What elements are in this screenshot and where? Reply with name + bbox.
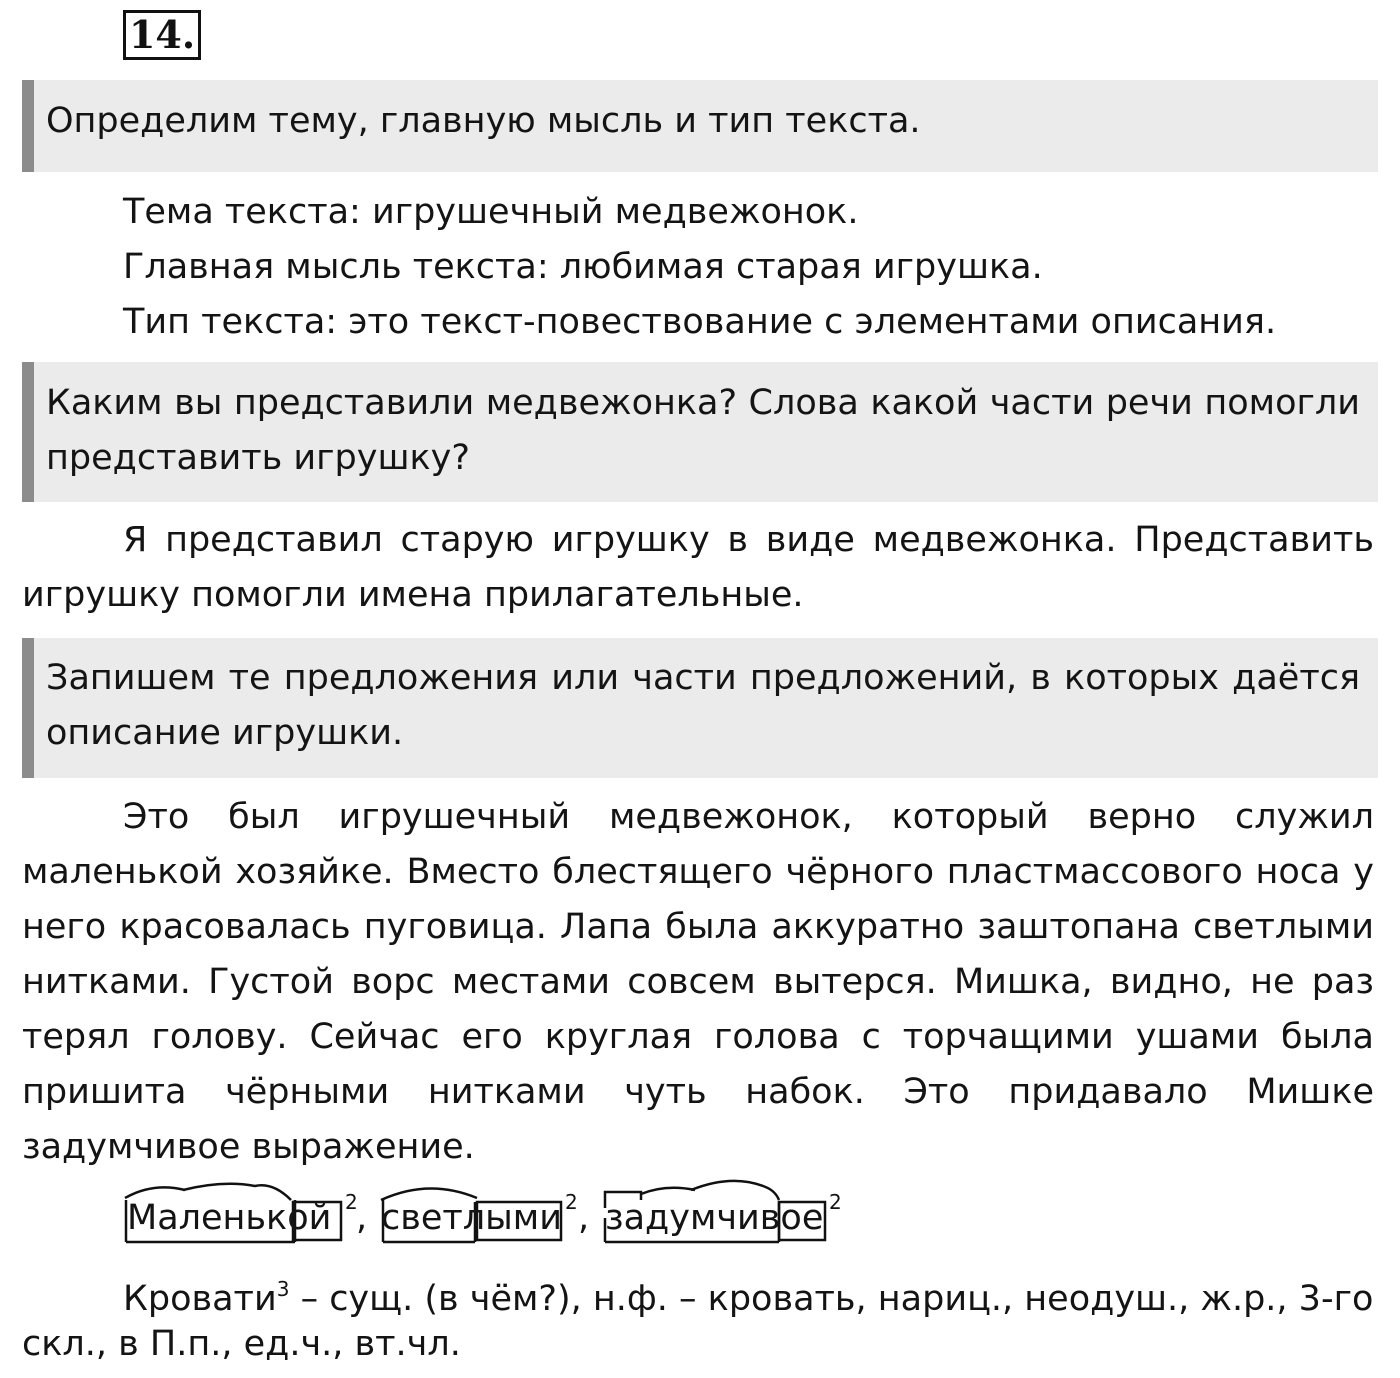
answer-bear-paragraph: Я представил старую игрушку в виде медвежонка. Представить игрушку помогли имена прилагательные. [22,520,1374,615]
question-box-theme [22,80,1378,172]
separator-comma: , [356,1198,368,1238]
answer-description-paragraph: Это был игрушечный медвежонок, который верно служил маленькой хозяйке. Вместо блестящего чёрного пластмассового носа у него красовалась пуговица. Лапа была аккуратно заштопана светлыми нитками. Густой ворс местами совсем вытерся. Мишка, видно, не раз терял голову. Сейчас его круглая голова с торчащими ушами была пришита чёрными нитками чуть набок. Это придавало Мишке задумчивое выражение. [22,797,1374,1167]
separator-comma: , [578,1198,590,1238]
question-box-bear [22,362,1378,502]
question-bear: Каким вы представили медвежонка? Слова какой части речи помогли представить игрушку? [46,383,1360,478]
question-description: Запишем те предложения или части предложений, в которых даётся описание игрушки. [46,658,1360,753]
answer-theme-line: Тема текста: игрушечный медвежонок. [123,192,859,232]
morpheme-mark: 2 [345,1190,358,1214]
morpheme-word-text: светлыми [381,1198,562,1238]
answer-text-type-line: Тип текста: это текст-повествование с элементами описания. [123,302,1277,342]
parse-line-2: скл., в П.п., ед.ч., вт.чл. [22,1324,461,1364]
morpheme-word-text: Маленькой [127,1198,332,1238]
question-box-description [22,638,1378,778]
question-theme: Определим тему, главную мысль и тип текста. [46,101,921,141]
parse-mark: 3 [276,1277,290,1301]
answer-main-idea-line: Главная мысль текста: любимая старая игрушка. [123,247,1043,287]
parse-rest: – сущ. (в чём?), н.ф. – кровать, нариц., неодуш., ж.р., 3-го [289,1279,1374,1319]
parse-word: Кровати [123,1279,277,1319]
morpheme-word-text: задумчивое [605,1198,824,1238]
morpheme-mark: 2 [565,1190,578,1214]
morpheme-mark: 2 [829,1190,842,1214]
task-number: 14. [123,10,201,60]
